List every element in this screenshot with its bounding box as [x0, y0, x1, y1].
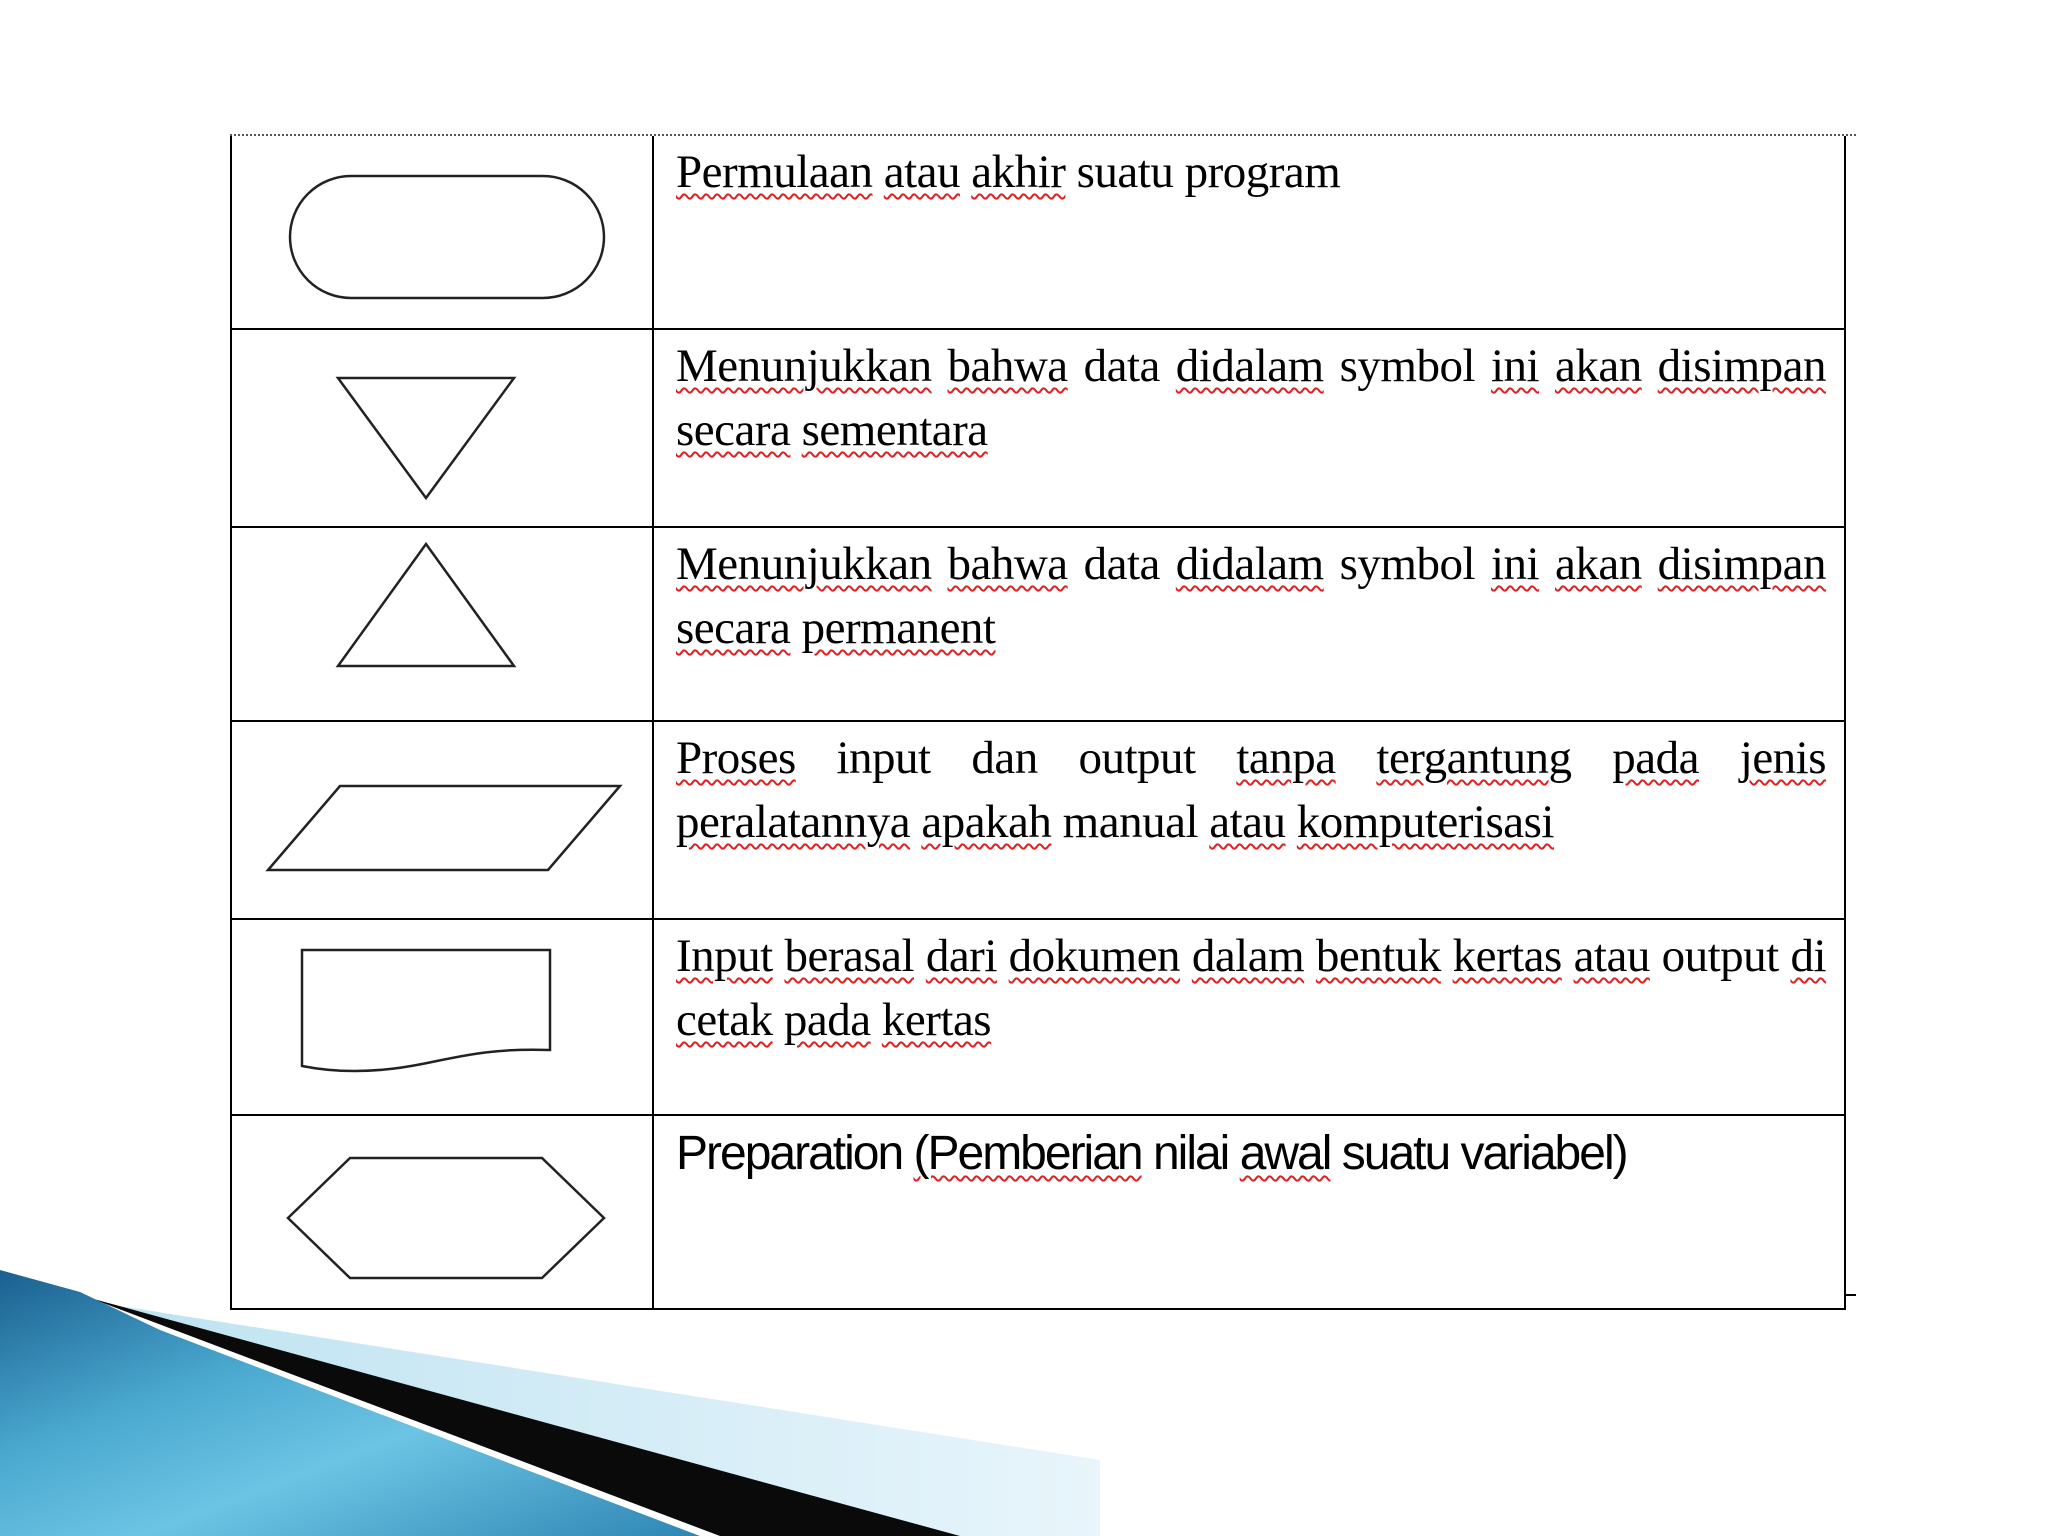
symbol-cell: [231, 919, 653, 1115]
row-description: Preparation (Pemberian nilai awal suatu variabel): [676, 1127, 1627, 1180]
description-cell: [653, 721, 1845, 919]
description-cell: [653, 136, 1845, 329]
symbol-cell: [231, 527, 653, 721]
parallelogram-icon: [232, 722, 652, 918]
row-description: Menunjukkan bahwa data didalam symbol ini akan disimpan secara sementara: [676, 340, 1826, 456]
table-row: [231, 136, 1845, 329]
triangle-icon: [232, 528, 652, 720]
row-description: Menunjukkan bahwa data didalam symbol ini akan disimpan secara permanent: [676, 538, 1826, 654]
row-description: Proses input dan output tanpa tergantung pada jenis peralatannya apakah manual atau komputerisasi: [676, 732, 1827, 848]
table-row: [231, 329, 1845, 527]
table-corner-tick: [1844, 1294, 1856, 1296]
table-row: [231, 721, 1845, 919]
inverted-triangle-icon: [232, 330, 652, 526]
description-cell: [653, 527, 1845, 721]
row-description: Permulaan atau akhir suatu program: [676, 146, 1341, 198]
terminator-icon: [232, 136, 652, 328]
description-cell: [653, 919, 1845, 1115]
table-row: [231, 919, 1845, 1115]
symbol-cell: [231, 721, 653, 919]
decorative-swoosh: [0, 1270, 1100, 1536]
table-row: [231, 527, 1845, 721]
row-description: Input berasal dari dokumen dalam bentuk kertas atau output di cetak pada kertas: [676, 930, 1827, 1046]
description-cell: [653, 329, 1845, 527]
symbol-cell: [231, 329, 653, 527]
symbol-cell: [231, 136, 653, 329]
flowchart-symbols-table: [230, 136, 1846, 1310]
document-icon: [232, 920, 652, 1114]
